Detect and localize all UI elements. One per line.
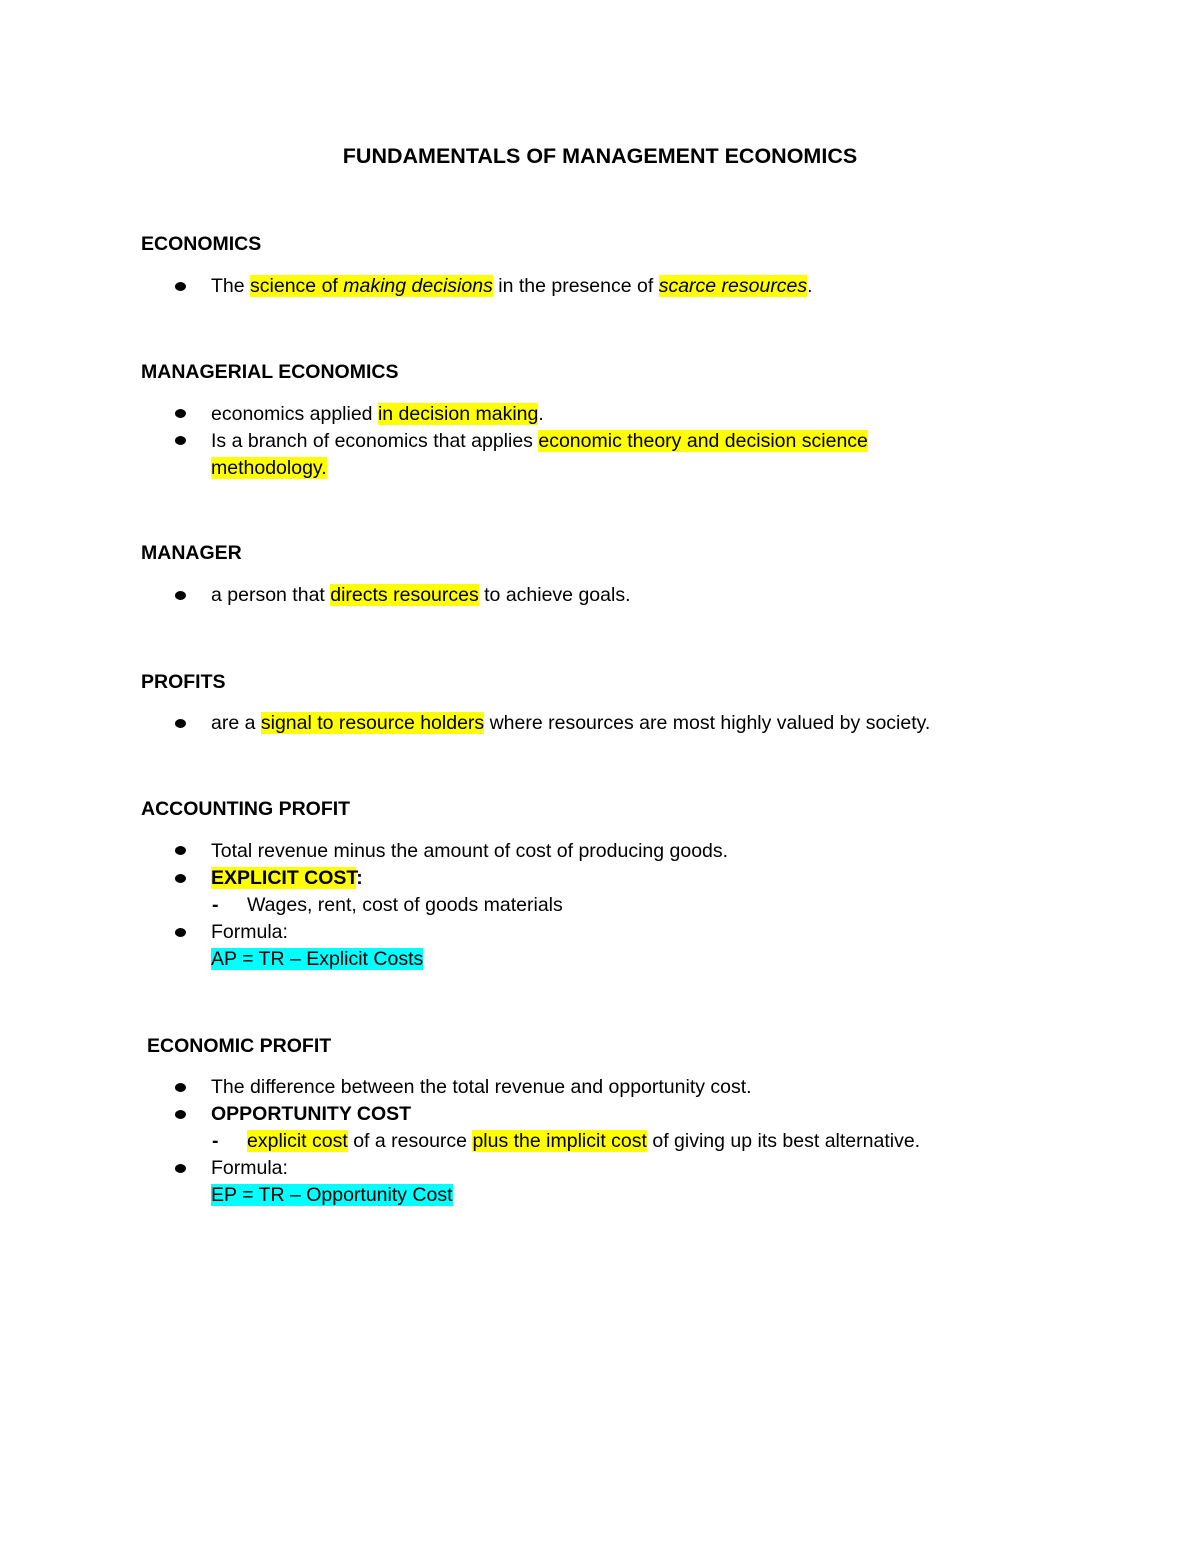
bullet-icon xyxy=(175,409,186,418)
list-item: Is a branch of economics that applies economic theory and decision science xyxy=(211,430,868,452)
bullet-icon xyxy=(175,436,186,445)
bullet-icon xyxy=(175,719,186,728)
list-item: Total revenue minus the amount of cost of producing goods. xyxy=(211,840,729,862)
list-item: EXPLICIT COST: xyxy=(211,867,363,889)
section-heading-accounting-profit: ACCOUNTING PROFIT xyxy=(141,798,351,820)
section-heading-manager: MANAGER xyxy=(141,542,242,564)
list-item-continuation: methodology. xyxy=(211,457,327,479)
formula-economic-profit: EP = TR – Opportunity Cost xyxy=(211,1184,453,1206)
bullet-icon xyxy=(175,282,186,291)
dash-marker: - xyxy=(212,894,219,916)
list-item: economics applied in decision making. xyxy=(211,403,544,425)
sub-list-item: explicit cost of a resource plus the implicit cost of giving up its best alternative. xyxy=(247,1130,921,1152)
list-item: are a signal to resource holders where resources are most highly valued by society. xyxy=(211,712,931,734)
bullet-icon xyxy=(175,1164,186,1173)
list-item: a person that directs resources to achieve goals. xyxy=(211,584,631,606)
section-heading-economics: ECONOMICS xyxy=(141,233,262,255)
page-title: FUNDAMENTALS OF MANAGEMENT ECONOMICS xyxy=(342,144,858,168)
formula-accounting-profit: AP = TR – Explicit Costs xyxy=(211,948,424,970)
bullet-icon xyxy=(175,591,186,600)
section-heading-economic-profit: ECONOMIC PROFIT xyxy=(147,1035,332,1057)
list-item: Formula: xyxy=(211,921,288,943)
section-heading-managerial-economics: MANAGERIAL ECONOMICS xyxy=(141,361,399,383)
list-item: Formula: xyxy=(211,1157,288,1179)
list-item: OPPORTUNITY COST xyxy=(211,1103,412,1125)
dash-marker: - xyxy=(212,1130,219,1152)
bullet-icon xyxy=(175,846,186,855)
list-item: The science of making decisions in the presence of scarce resources. xyxy=(211,275,813,297)
bullet-icon xyxy=(175,874,186,883)
list-item: The difference between the total revenue and opportunity cost. xyxy=(211,1076,752,1098)
sub-list-item: Wages, rent, cost of goods materials xyxy=(247,894,563,916)
bullet-icon xyxy=(175,1110,186,1119)
bullet-icon xyxy=(175,928,186,937)
section-heading-profits: PROFITS xyxy=(141,671,226,693)
bullet-icon xyxy=(175,1083,186,1092)
